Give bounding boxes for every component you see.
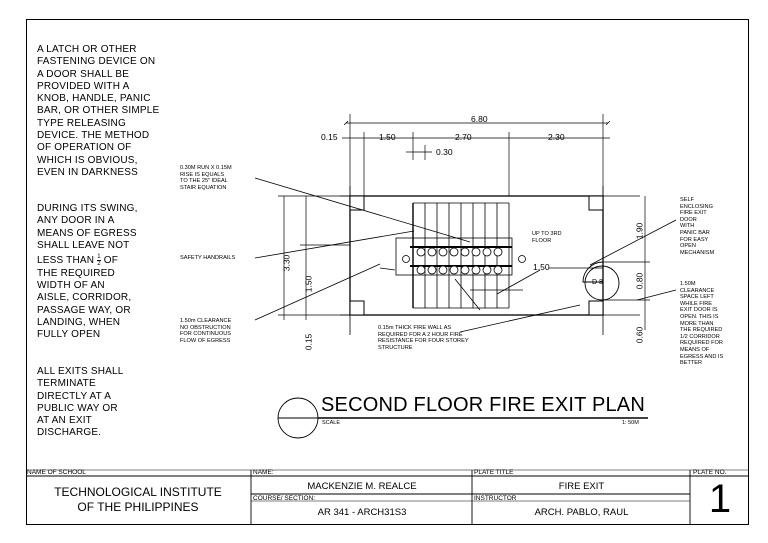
drawing-title: SECOND FLOOR FIRE EXIT PLAN [321, 394, 645, 416]
dim-tread: 0.30 [436, 147, 453, 157]
clearance-annotation: 1.50m CLEARANCE NO OBSTRUCTION FOR CONTINUOUS FLOW OF EGRESS [180, 318, 232, 344]
up-to-annotation: UP TO 3RD FLOOR [532, 231, 562, 244]
dim-bottom-wall: 0.15 [303, 333, 314, 351]
stair-direction-arrows [455, 270, 540, 310]
course-value: AR 341 - ARCH31S3 [317, 507, 407, 518]
latch-note: A LATCH OR OTHER FASTENING DEVICE ON A DOOR SHALL BE PROVIDED WITH A KNOB, HANDLE, PANIC BAR, OR OTHER SIMPLE TYPE RELEASING DEVICE. THE METHOD OF OPERATION OF WHICH IS OBVIOUS, EVEN IN DARKNESS [37, 44, 160, 178]
dim-flight-width: 1.50 [303, 275, 314, 293]
school-value: TECHNOLOGICAL INSTITUTE OF THE PHILIPPINES [54, 485, 222, 514]
run-rise-annotation: 0.30M RUN X 0.15M RISE IS EQUALS TO THE 25" IDEAL STAIR EQUATION [180, 165, 232, 191]
door-tag: D 8 [592, 279, 603, 286]
dim-overall: 6.80 [471, 114, 488, 124]
clearance-space-annotation: 1.50M CLEARANCE SPACE LEFT WHILE FIRE EXIT DOOR IS OPEN. THIS IS MORE THAN THE REQUIRED 1/2 CORRIDOR REQUIRED FOR MEANS OF EGRESS AND IS BETTER [680, 281, 724, 367]
plate-title-value: FIRE EXIT [558, 481, 605, 492]
dim-landing-left: 1.50 [379, 132, 396, 142]
dim-stair-run: 2.70 [455, 132, 472, 142]
scale-value: 1: 50M [622, 420, 639, 426]
scale-label: SCALE [322, 420, 341, 426]
instructor-label: INSTRUCTOR [474, 495, 517, 502]
instructor-value: ARCH. PABLO, RAUL [534, 507, 629, 518]
dim-right-mid: 0.80 [634, 272, 645, 290]
plate-no-label: PLATE NO. [693, 469, 727, 476]
handrails-annotation: SAFETY HANDRAILS [180, 255, 236, 261]
dim-right-top: 1.90 [634, 222, 645, 240]
name-label: NAME: [253, 469, 274, 476]
dim-landing-right: 2.30 [548, 132, 565, 142]
dim-total-height: 3.30 [281, 254, 292, 272]
stair-treads [413, 203, 509, 308]
exits-note: ALL EXITS SHALL TERMINATE DIRECTLY AT A PUBLIC WAY OR AT AN EXIT DISCHARGE. [37, 366, 124, 439]
door-swing-note: DURING ITS SWING, ANY DOOR IN A MEANS OF EGRESS SHALL LEAVE NOT LESS THAN $\frac{1}{2}$ OF THE REQUIRED WIDTH OF AN AISLE, CORRIDOR, PASSAGE WAY, OR LANDING, WHEN FULLY OPEN [37, 203, 138, 341]
handrail-balusters [403, 248, 526, 274]
school-label: NAME OF SCHOOL [27, 469, 86, 476]
plate-title-label: PLATE TITLE [474, 469, 514, 476]
fire-wall-annotation: 0.15m THICK FIRE WALL AS REQUIRED FOR A 2 HOUR FIRE RESISTANCE FOR FOUR STOREY STRUCTURE [378, 325, 469, 351]
dim-door-space: 1.50 [533, 262, 550, 272]
dim-right-bottom: 0.60 [634, 326, 645, 344]
top-dimension-lines [342, 114, 610, 196]
dim-left-wall: 0.15 [321, 132, 338, 142]
fraction-one-half: $\frac{1}{2}$ [97, 254, 101, 268]
self-closing-annotation: SELF ENCLOSING FIRE EXIT DOOR WITH PANIC BAR FOR EASY OPEN MECHANISM [680, 197, 715, 256]
plate-no-value: 1 [708, 477, 732, 521]
course-label: COURSE/ SECTION: [253, 495, 316, 502]
name-value: MACKENZIE M. REALCE [307, 481, 417, 492]
